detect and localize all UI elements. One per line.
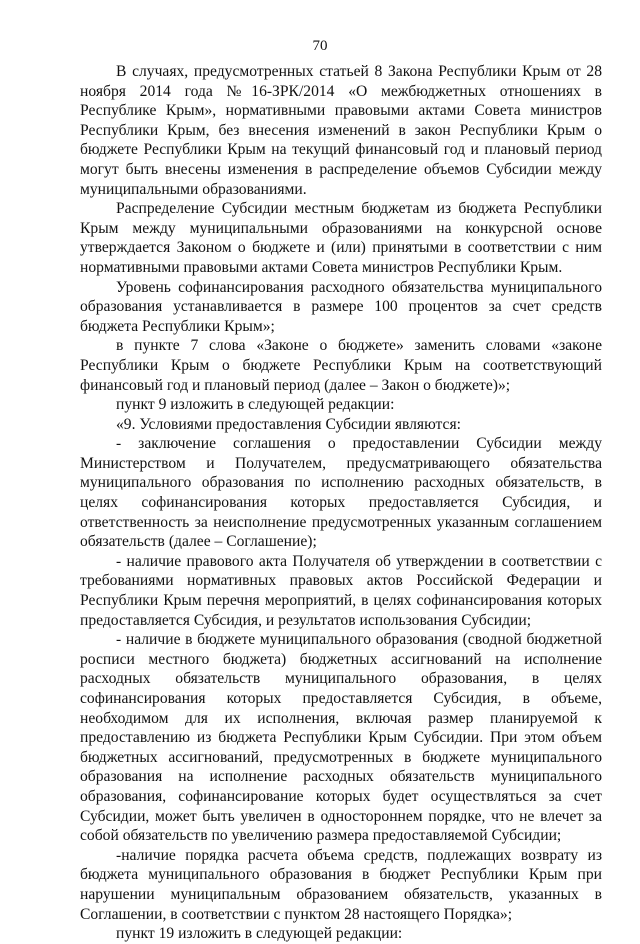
paragraph: - заключение соглашения о предоставлении Субсидии между Министерством и Получателем, предусматривающего обязательства муниципального образования по исполнению расходных обязательств, в целях софинансирования которых предоставляется Субсидия, и ответственность за неисполнение предусмотренных указанным соглашением обязательств (далее – Соглашение);: [80, 435, 602, 551]
paragraph: Распределение Субсидии местным бюджетам из бюджета Республики Крым между муниципальными образованиями на конкурсной основе утверждается Законом о бюджете и (или) принятыми в соответствии с ним нормативными правовыми актами Совета министров Республики Крым.: [80, 200, 602, 276]
paragraph: - наличие в бюджете муниципального образования (сводной бюджетной росписи местного бюджета) бюджетных ассигнований на исполнение расходных обязательств муниципального образования, в целях софинансирования которых предоставляется Субсидия, в объеме, необходимом для их исполнения, включая размер планируемой к предоставлению из бюджета Республики Крым Субсидии. При этом объем бюджетных ассигнований, предусмотренных в бюджете муниципального образования на исполнение расходных обязательств муниципального образования, софинансирование которых будет осуществляться за счет Субсидии, может быть увеличен в одностороннем порядке, что не влечет за собой обязательств по увеличению размера предоставляемой Субсидии;: [80, 631, 602, 845]
paragraph: Уровень софинансирования расходного обязательства муниципального образования устанавливается в размере 100 процентов за счет средств бюджета Республики Крым»;: [80, 278, 602, 335]
paragraph: в пункте 7 слова «Законе о бюджете» заменить словами «законе Республики Крым о бюджете Республики Крым на соответствующий финансовый год и плановый период (далее – Закон о бюджете)»;: [80, 337, 602, 394]
paragraph: В случаях, предусмотренных статьей 8 Закона Республики Крым от 28 ноября 2014 года №16-ЗРК/2014 «О межбюджетных отношениях в Республике Крым», нормативными правовыми актами Совета министров Республики Крым, без внесения изменений в закон Республики Крым о бюджете Республики Крым на текущий финансовый год и плановый период могут быть внесены изменения в распределение объемов Субсидии между муниципальными образованиями.: [80, 63, 602, 198]
document-body: [80, 62, 602, 944]
paragraph: пункт 19 изложить в следующей редакции:: [116, 925, 403, 943]
paragraph: -наличие порядка расчета объема средств, подлежащих возврату из бюджета муниципального образования в бюджет Республики Крым при нарушении муниципальным образованием обязательств, указанных в Соглашении, в соответствии с пунктом 28 настоящего Порядка»;: [80, 846, 602, 923]
paragraph: - наличие правового акта Получателя об утверждении в соответствии с требованиями нормативных правовых актов Российской Федерации и Республики Крым перечня мероприятий, в целях софинансирования которых предоставляется Субсидия, и результатов использования Субсидии;: [80, 552, 602, 629]
page-number: 70: [312, 38, 328, 54]
paragraph: «9. Условиями предоставления Субсидии являются:: [116, 415, 461, 433]
paragraph: пункт 9 изложить в следующей редакции:: [116, 396, 395, 414]
